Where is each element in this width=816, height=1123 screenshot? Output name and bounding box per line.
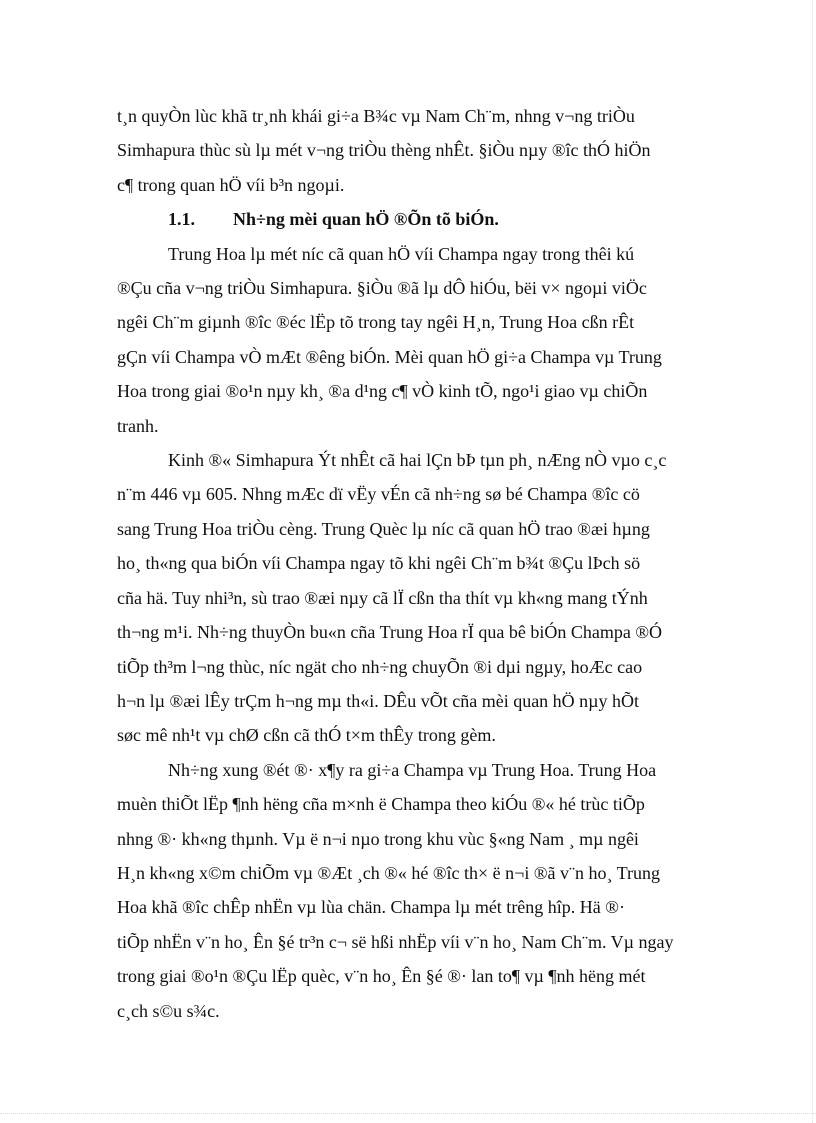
paragraph-xung-dot: [117, 753, 695, 1028]
text-line: Hoa khã ®îc chÊp nhËn vµ lùa chän. Champa lµ mét trêng hîp. Hä ®·: [117, 897, 625, 918]
text-line: Hoa trong giai ®o¹n nµy kh¸ ®a d¹ng c¶ vÒ kinh tÕ, ngo¹i giao vµ chiÕn: [117, 381, 648, 402]
paragraph-kinh-do: [117, 443, 695, 753]
text-line: ho¸ th«ng qua biÓn víi Champa ngay tõ khi ngêi Ch¨m b¾t ®Çu lÞch sö: [117, 553, 641, 574]
text-line: cña hä. Tuy nhi³n, sù trao ®æi nµy cã lÏ cßn tha thít vµ kh«ng mang tÝnh: [117, 587, 648, 608]
section-number: 1.1.: [168, 209, 195, 230]
text-line: sang Trung Hoa triÒu cèng. Trung Quèc lµ níc cã quan hÖ trao ®æi hµng: [117, 518, 650, 539]
text-line: trong giai ®o¹n ®Çu lËp quèc, v¨n ho¸ Ên §é ®· lan to¶ vµ ¶nh hëng mét: [117, 966, 646, 987]
text-line: Nh÷ng xung ®ét ®· x¶y ra gi÷a Champa vµ Trung Hoa. Trung Hoa: [168, 759, 657, 780]
paragraph-intro: [117, 99, 695, 202]
text-line: tiÕp nhËn v¨n ho¸ Ên §é tr³n c¬ së hßi nhËp víi v¨n ho¸ Nam Ch¨m. Vµ ngay: [117, 931, 674, 952]
page-right-border: [812, 0, 813, 1123]
text-line: ®Çu cña v¬ng triÒu Simhapura. §iÒu ®ã lµ dÔ hiÓu, bëi v× ngoµi viÖc: [117, 278, 647, 299]
text-line: gÇn víi Champa vÒ mÆt ®êng biÓn. Mèi quan hÖ gi÷a Champa vµ Trung: [117, 346, 662, 367]
text-line: H¸n kh«ng x©m chiÕm vµ ®Æt ¸ch ®« hé ®îc th× ë n¬i ®ã v¨n ho¸ Trung: [117, 862, 661, 883]
page-bottom-border: [0, 1113, 816, 1114]
text-line: th¬ng m¹i. Nh÷ng thuyÒn bu«n cña Trung Hoa rÏ qua bê biÓn Champa ®Ó: [117, 622, 663, 643]
text-line: ngêi Ch¨m giµnh ®îc ®éc lËp tõ trong tay ngêi H¸n, Trung Hoa cßn rÊt: [117, 312, 635, 333]
text-line: Simhapura thùc sù lµ mét v¬ng triÒu thèng nhÊt. §iÒu nµy ®îc thÓ hiÖn: [117, 140, 651, 161]
paragraph-trung-hoa: [117, 237, 695, 443]
document-body: [117, 99, 695, 1028]
text-line: nhng ®· kh«ng thµnh. Vµ ë n¬i nµo trong khu vùc §«ng Nam ¸ mµ ngêi: [117, 828, 639, 849]
text-line: Trung Hoa lµ mét níc cã quan hÖ víi Champa ngay trong thêi kú: [168, 243, 635, 264]
text-line: c¶ trong quan hÖ víi b³n ngoµi.: [117, 174, 345, 195]
text-line: søc mê nh¹t vµ chØ cßn cã thÓ t×m thÊy trong gèm.: [117, 725, 496, 746]
section-title: Nh÷ng mèi quan hÖ ®Õn tõ biÓn.: [233, 209, 499, 230]
section-heading: [117, 202, 695, 236]
text-line: t¸n quyÒn lùc khã tr¸nh khái gi÷a B¾c vµ Nam Ch¨m, nhng v¬ng triÒu: [117, 106, 635, 126]
text-line: muèn thiÕt lËp ¶nh hëng cña m×nh ë Champa theo kiÓu ®« hé trùc tiÕp: [117, 794, 645, 815]
text-line: Kinh ®« Simhapura Ýt nhÊt cã hai lÇn bÞ tµn ph¸ nÆng nÒ vµo c¸c: [168, 450, 667, 471]
text-line: tiÕp th³m l¬ng thùc, níc ngät cho nh÷ng chuyÕn ®i dµi ngµy, hoÆc cao: [117, 656, 643, 677]
text-line: c¸ch s©u s¾c.: [117, 1000, 220, 1021]
text-line: tranh.: [117, 415, 159, 436]
text-line: h¬n lµ ®æi lÊy trÇm h¬ng mµ th«i. DÊu vÕt cña mèi quan hÖ nµy hÕt: [117, 690, 640, 711]
text-line: n¨m 446 vµ 605. Nhng mÆc dï vËy vÉn cã nh÷ng sø bé Champa ®îc cö: [117, 484, 640, 505]
